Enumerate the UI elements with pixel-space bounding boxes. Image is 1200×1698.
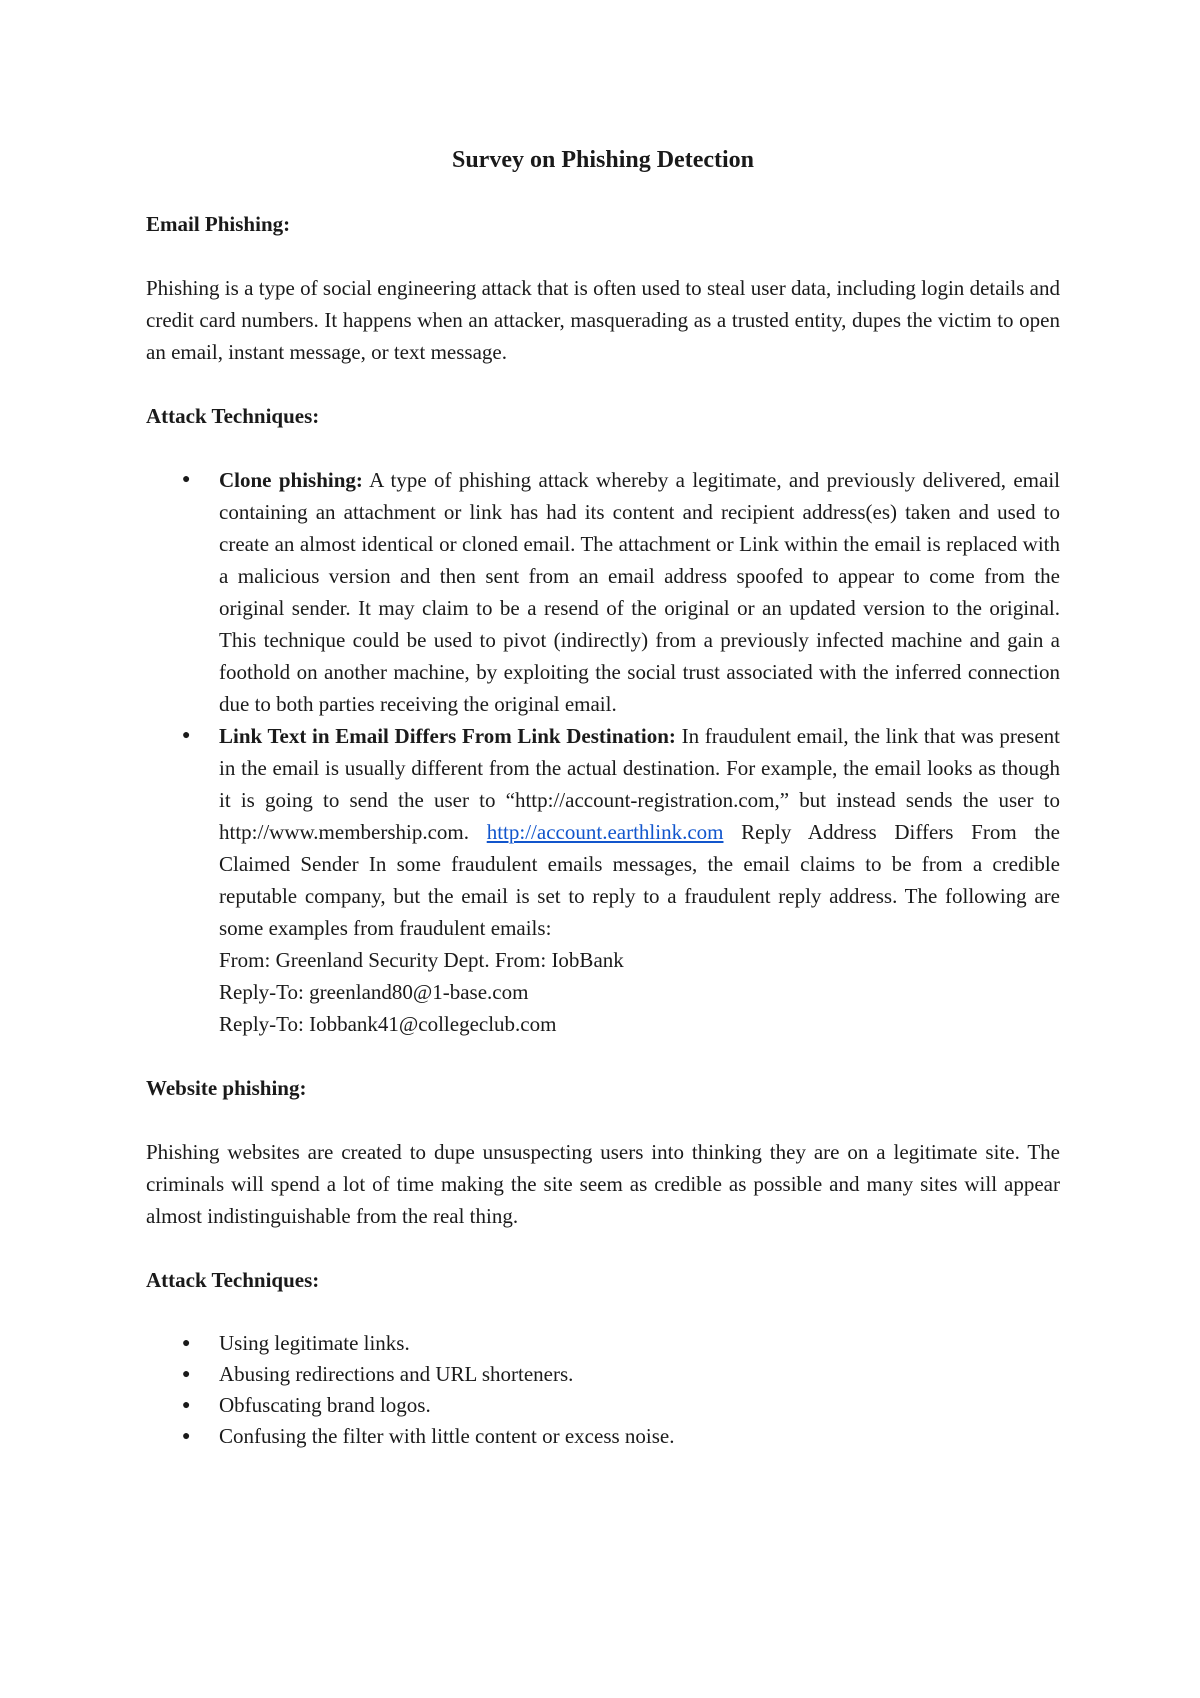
clone-phishing-text: A type of phishing attack whereby a legitimate, and previously delivered, email containing an attachment or link has had its content and recipient address(es) taken and used to create an almost identical or cloned email. The attachment or Link within the email is replaced with a malicious version and then sent from an email address spoofed to appear to come from the original sender. It may claim to be a resend of the original or an updated version to the original. This technique could be used to pivot (indirectly) from a previously infected machine and gain a foothold on another machine, by exploiting the social trust associated with the inferred connection due to both parties receiving the original email. xyxy=(219,468,1060,716)
website-technique-text: Abusing redirections and URL shorteners. xyxy=(219,1362,574,1386)
list-item-clone-phishing xyxy=(146,464,1060,720)
list-item xyxy=(146,1359,1060,1390)
document-body xyxy=(146,145,1060,1484)
email-techniques-list xyxy=(146,464,1060,1040)
list-item-link-text-differs xyxy=(146,720,1060,1040)
earthlink-link[interactable]: http://account.earthlink.com xyxy=(486,820,724,844)
website-technique-text: Confusing the filter with little content or excess noise. xyxy=(219,1424,675,1448)
email-attack-techniques-heading: Attack Techniques: xyxy=(146,404,320,428)
website-techniques-list xyxy=(146,1328,1060,1452)
page-title: Survey on Phishing Detection xyxy=(451,147,754,173)
clone-phishing-label: Clone phishing: xyxy=(219,468,363,492)
list-item xyxy=(146,1390,1060,1421)
list-item xyxy=(146,1328,1060,1359)
website-phishing-heading: Website phishing: xyxy=(146,1076,307,1100)
email-phishing-heading: Email Phishing: xyxy=(146,212,291,236)
link-differs-text-after: Reply Address Differs From the Claimed Sender In some fraudulent emails messages, the email claims to be from a credible reputable company, but the email is set to reply to a fraudulent reply address. The following are some examples from fraudulent emails: xyxy=(219,820,1060,940)
bullet-icon: ● xyxy=(182,1336,191,1351)
email-phishing-paragraph: Phishing is a type of social engineering attack that is often used to steal user data, including login details and credit card numbers. It happens when an attacker, masquerading as a trusted entity, dupes the victim to open an email, instant message, or text message. xyxy=(146,276,1060,364)
example-from-line: From: Greenland Security Dept. From: IobBank xyxy=(219,948,624,972)
example-reply-to-line-1: Reply-To: greenland80@1-base.com xyxy=(219,980,529,1004)
bullet-icon: ● xyxy=(182,1367,191,1382)
bullet-icon: ● xyxy=(182,472,191,487)
example-reply-to-line-2: Reply-To: Iobbank41@collegeclub.com xyxy=(219,1012,557,1036)
website-technique-text: Obfuscating brand logos. xyxy=(219,1393,431,1417)
website-technique-text: Using legitimate links. xyxy=(219,1331,410,1355)
list-item xyxy=(146,1421,1060,1452)
link-differs-label: Link Text in Email Differs From Link Destination: xyxy=(219,724,676,748)
website-attack-techniques-heading: Attack Techniques: xyxy=(146,1268,320,1292)
bullet-icon: ● xyxy=(182,728,191,743)
link-differs-text-before: In fraudulent email, the link that was present in the email is usually different from the actual destination. For example, the email looks as though it is going to send the user to “http://account-registration.com,” but instead sends the user to http://www.membership.com. xyxy=(219,724,1060,844)
bullet-icon: ● xyxy=(182,1429,191,1444)
bullet-icon: ● xyxy=(182,1398,191,1413)
website-phishing-paragraph: Phishing websites are created to dupe unsuspecting users into thinking they are on a legitimate site. The criminals will spend a lot of time making the site seem as credible as possible and many sites will appear almost indistinguishable from the real thing. xyxy=(146,1140,1060,1228)
